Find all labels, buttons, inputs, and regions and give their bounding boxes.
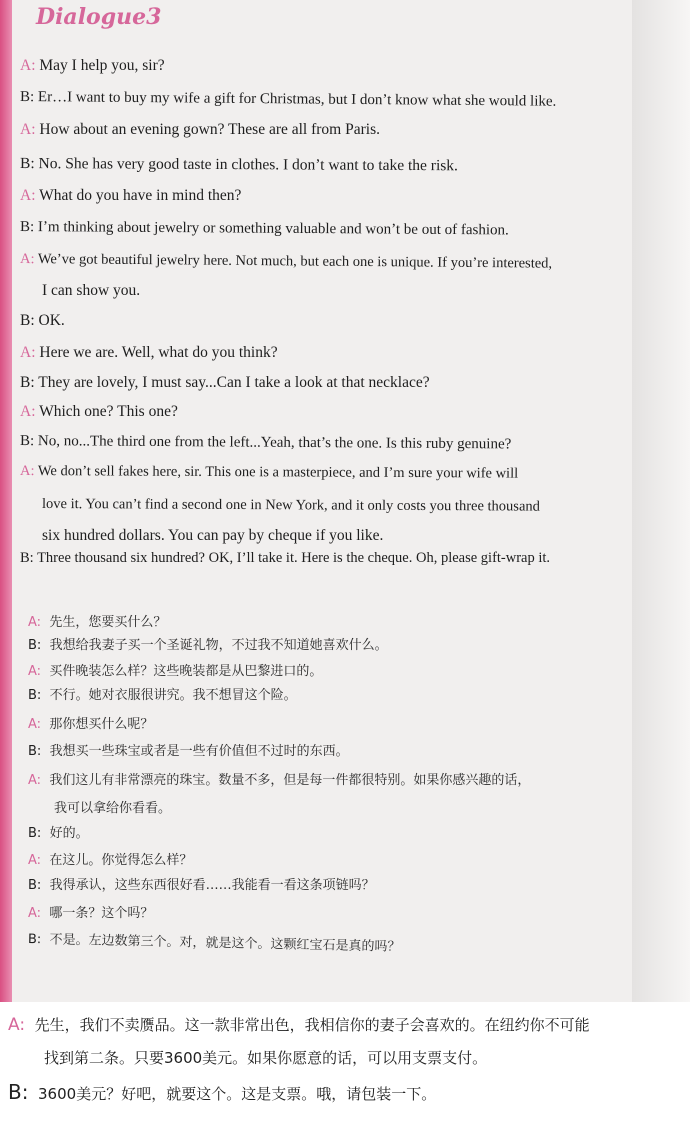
line-text: 我们这儿有非常漂亮的珠宝。数量不多，但是每一件都很特别。如果你感兴趣的话， (49, 773, 531, 788)
dialogue-line (20, 219, 509, 239)
line-text: 先生，我们不卖赝品。这一款非常出色，我相信你的妻子会喜欢的。在纽约你不可能 (34, 1016, 590, 1034)
dialogue-line (28, 611, 166, 630)
speaker-label: A: (28, 906, 42, 921)
dialogue-line (28, 713, 153, 732)
line-text: 找到第二条。只要3600美元。如果你愿意的话，可以用支票支付。 (44, 1049, 488, 1067)
dialogue-line (28, 740, 349, 759)
line-text: I’m thinking about jewelry or something valuable and won’t be out of fashion. (37, 219, 509, 239)
speaker-label: B: (28, 638, 42, 653)
speaker-label: A: (28, 717, 42, 732)
line-text: OK. (38, 312, 65, 329)
dialogue-line (20, 374, 430, 392)
line-text: Er…I want to buy my wife a gift for Christmas, but I don’t know what she would like. (37, 89, 557, 110)
line-text: 哪一条？这个吗？ (49, 906, 154, 921)
line-text: We’ve got beautiful jewelry here. Not much, but each one is unique. If you’re interested, (37, 251, 553, 272)
line-text: 我得承认，这些东西很好看……我能看一看这条项链吗？ (49, 878, 375, 893)
line-text: May I help you, sir? (39, 57, 165, 74)
line-text: What do you have in mind then? (39, 187, 242, 204)
speaker-label: B: (19, 219, 35, 236)
dialogue-line (20, 89, 556, 111)
dialogue-line (20, 187, 241, 205)
speaker-label: A: (8, 1015, 26, 1035)
speaker-label: B: (20, 374, 35, 391)
speaker-label: B: (20, 550, 34, 566)
speaker-label: B: (28, 878, 42, 893)
speaker-label: A: (28, 664, 42, 679)
speaker-label: A: (20, 344, 36, 361)
speaker-label: B: (28, 826, 42, 841)
speaker-label: A: (28, 773, 42, 788)
speaker-label: A: (28, 615, 42, 630)
line-text: We don’t sell fakes here, sir. This one is a masterpiece, and I’m sure your wife will (37, 463, 519, 482)
line-text: 买件晚装怎么样？这些晚装都是从巴黎进口的。 (49, 664, 323, 679)
dialogue-line (20, 433, 511, 453)
dialogue-title: Dialogue3 (36, 4, 162, 30)
dialogue-line (20, 312, 65, 330)
line-text: I can show you. (42, 282, 141, 299)
line-text: 我想给我妻子买一个圣诞礼物，不过我不知道她喜欢什么。 (49, 638, 388, 653)
speaker-label: A: (20, 57, 36, 74)
dialogue-line (20, 344, 278, 362)
dialogue-line (8, 1014, 590, 1035)
line-text: 我可以拿给你看看。 (54, 801, 172, 816)
dialogue-line (28, 874, 375, 893)
line-text: Here we are. Well, what do you think? (39, 344, 278, 361)
line-text: 先生，您要买什么？ (49, 615, 167, 630)
line-text: 不行。她对衣服很讲究。我不想冒这个险。 (49, 688, 297, 703)
line-text: six hundred dollars. You can pay by cheque if you like. (42, 527, 384, 544)
dialogue-line (20, 463, 518, 483)
line-text: 不是。左边数第三个。对，就是这个。这颗红宝石是真的吗？ (49, 932, 401, 955)
speaker-label: B: (28, 688, 42, 703)
bottom-translation-strip (0, 1002, 690, 1128)
dialogue-line (44, 1047, 487, 1068)
speaker-label: A: (20, 121, 36, 138)
dialogue-line (28, 660, 322, 679)
dialogue-line (28, 822, 89, 841)
speaker-label: B: (28, 744, 42, 759)
dialogue-line (20, 121, 380, 139)
line-text: They are lovely, I must say...Can I take a look at that necklace? (38, 374, 430, 391)
line-text: Three thousand six hundred? OK, I’ll take it. Here is the cheque. Oh, please gift-wrap it. (37, 550, 551, 566)
dialogue-line (28, 849, 192, 868)
dialogue-line (20, 57, 165, 75)
line-text: 3600美元？好吧，就要这个。这是支票。哦，请包装一下。 (38, 1085, 437, 1103)
dialogue-line (20, 550, 550, 567)
speaker-label: B: (8, 1080, 29, 1104)
speaker-label: B: (27, 932, 42, 948)
dialogue-line (28, 684, 297, 703)
dialogue-line (20, 155, 458, 175)
speaker-label: A: (19, 463, 35, 480)
speaker-label: A: (20, 403, 36, 420)
dialogue-line (28, 902, 153, 921)
speaker-label: B: (20, 312, 35, 329)
line-text: 好的。 (49, 826, 89, 841)
dialogue-line (54, 797, 171, 816)
line-text: No, no...The third one from the left...Yeah, that’s the one. Is this ruby genuine? (37, 433, 512, 453)
speaker-label: B: (19, 89, 35, 106)
dialogue-line (20, 403, 178, 421)
line-text: 那你想买什么呢？ (49, 717, 154, 732)
speaker-label: A: (19, 251, 35, 268)
line-text: Which one? This one? (39, 403, 178, 420)
english-dialogue (0, 0, 632, 600)
line-text: love it. You can’t find a second one in New York, and it only costs you three thousand (41, 496, 540, 515)
line-text: How about an evening gown? These are all from Paris. (39, 121, 380, 138)
speaker-label: A: (28, 853, 42, 868)
dialogue-line (28, 769, 530, 788)
speaker-label: B: (19, 155, 35, 173)
speaker-label: B: (19, 433, 35, 450)
dialogue-line (42, 527, 383, 545)
dialogue-line (20, 251, 552, 273)
dialogue-line (42, 496, 540, 516)
dialogue-line (28, 928, 401, 955)
dialogue-line (8, 1080, 436, 1104)
line-text: No. She has very good taste in clothes. I don’t want to take the risk. (38, 155, 459, 175)
dialogue-line (42, 282, 140, 300)
line-text: 在这儿。你觉得怎么样？ (49, 853, 193, 868)
speaker-label: A: (20, 187, 36, 204)
line-text: 我想买一些珠宝或者是一些有价值但不过时的东西。 (49, 744, 349, 759)
page-right-margin (632, 0, 690, 1002)
dialogue-line (28, 634, 388, 653)
